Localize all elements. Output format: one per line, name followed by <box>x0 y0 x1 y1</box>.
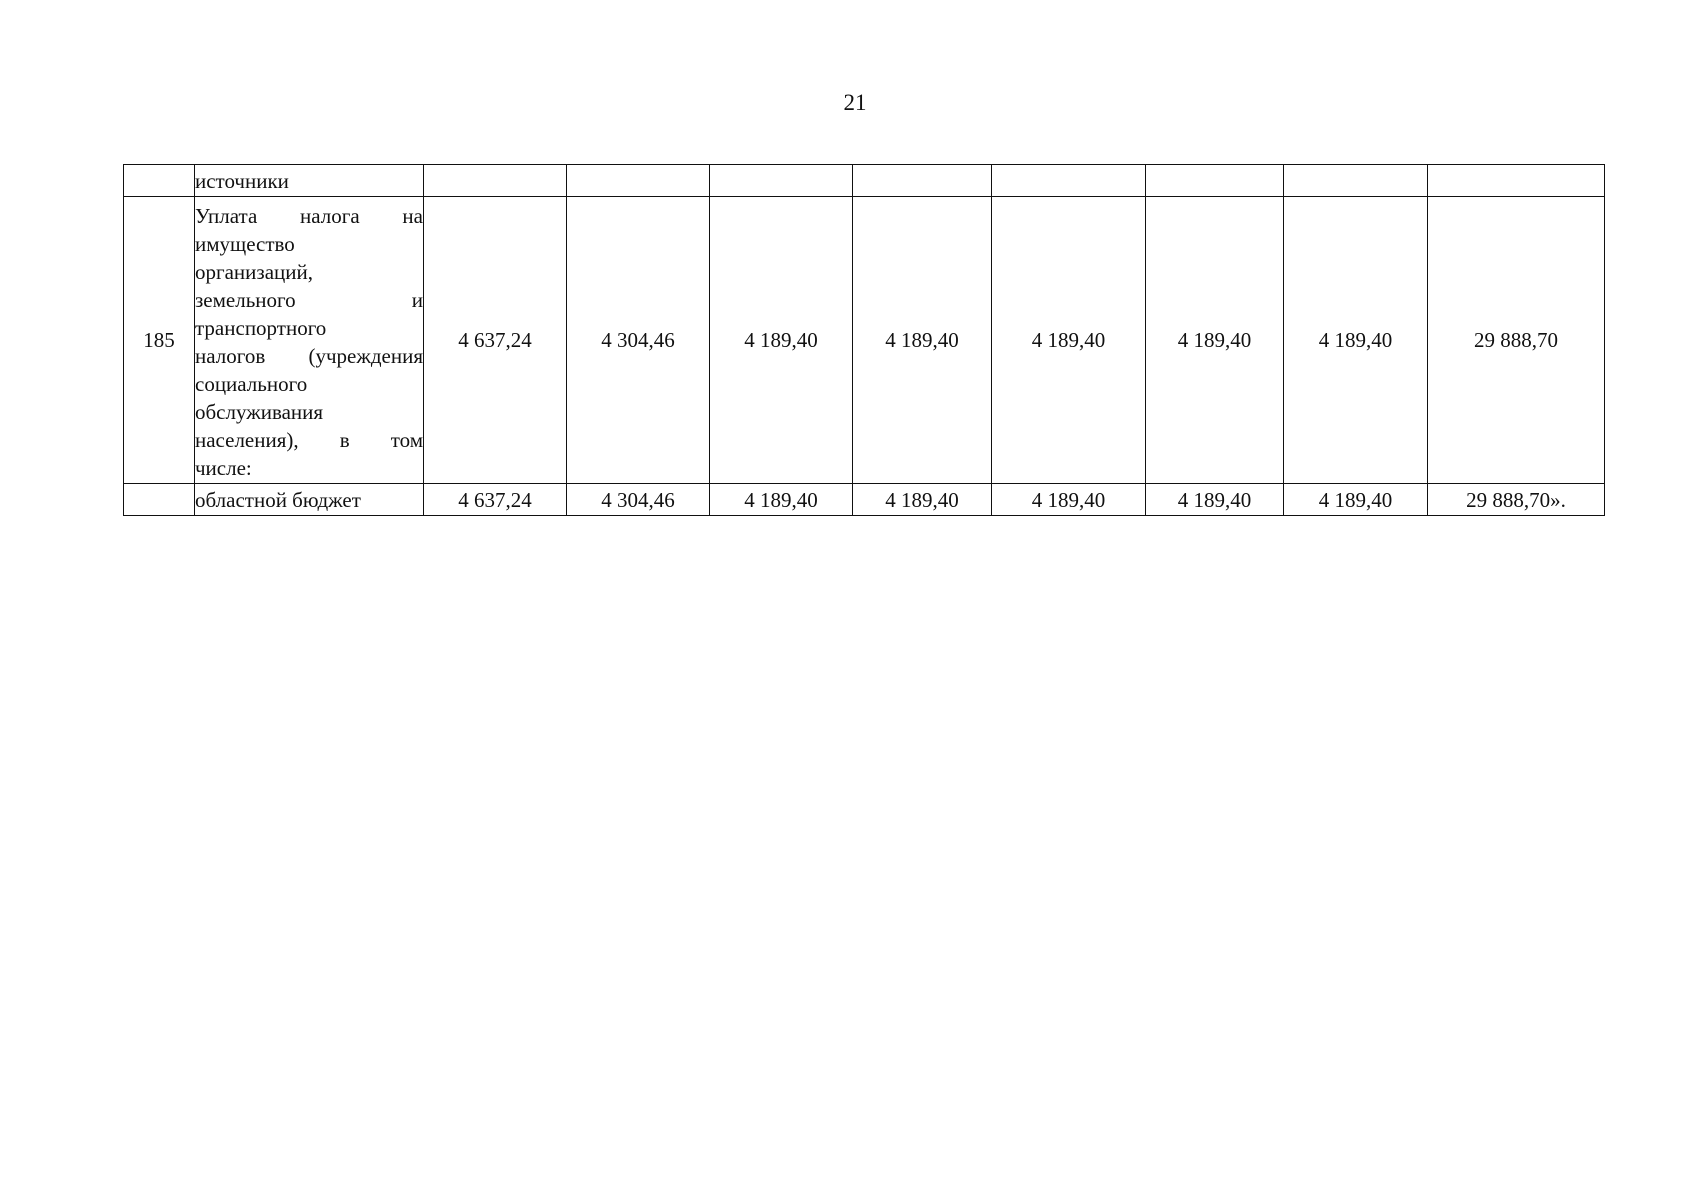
word: Уплата <box>195 203 258 228</box>
name-line: числе: <box>195 455 252 480</box>
word: земельного <box>195 287 296 312</box>
name-line: обслуживания <box>195 399 324 424</box>
value-cell: 4 189,40 <box>992 197 1146 484</box>
row-name-cell: областной бюджет <box>195 484 424 516</box>
row-number-cell <box>124 484 195 516</box>
word: на <box>402 203 423 228</box>
value-cell: 4 189,40 <box>853 484 992 516</box>
value-cell <box>1146 165 1284 197</box>
word: в <box>339 427 350 452</box>
table-row-regional-budget <box>124 484 1605 516</box>
row-name-cell <box>195 197 424 484</box>
row-name-cell: источники <box>195 165 424 197</box>
word: (учреждения <box>308 343 423 368</box>
name-line <box>195 342 423 370</box>
value-cell <box>1284 165 1428 197</box>
value-cell <box>853 165 992 197</box>
value-cell: 4 189,40 <box>992 484 1146 516</box>
value-cell: 4 189,40 <box>1146 484 1284 516</box>
value-cell <box>567 165 710 197</box>
word: населения), <box>195 427 299 452</box>
word: налога <box>300 203 360 228</box>
name-line: транспортного <box>195 315 327 340</box>
table-row-185 <box>124 197 1605 484</box>
value-cell <box>710 165 853 197</box>
total-cell: 29 888,70». <box>1428 484 1605 516</box>
budget-table <box>123 164 1605 516</box>
word: и <box>411 287 423 312</box>
name-line <box>195 202 423 230</box>
total-cell: 29 888,70 <box>1428 197 1605 484</box>
name-line <box>195 286 423 314</box>
value-cell: 4 189,40 <box>710 197 853 484</box>
total-cell <box>1428 165 1605 197</box>
value-cell: 4 189,40 <box>853 197 992 484</box>
value-cell: 4 189,40 <box>1284 484 1428 516</box>
value-cell: 4 637,24 <box>424 197 567 484</box>
name-line: организаций, <box>195 259 313 284</box>
value-cell <box>992 165 1146 197</box>
row-number-cell: 185 <box>124 197 195 484</box>
table-row-sources <box>124 165 1605 197</box>
value-cell: 4 189,40 <box>1284 197 1428 484</box>
word: налогов <box>195 343 266 368</box>
value-cell: 4 189,40 <box>1146 197 1284 484</box>
value-cell: 4 304,46 <box>567 484 710 516</box>
value-cell: 4 637,24 <box>424 484 567 516</box>
page-number: 21 <box>843 90 867 115</box>
name-line: социального <box>195 371 308 396</box>
name-line <box>195 426 423 454</box>
row-number-cell <box>124 165 195 197</box>
value-cell: 4 189,40 <box>710 484 853 516</box>
value-cell: 4 304,46 <box>567 197 710 484</box>
word: том <box>390 427 423 452</box>
name-line: имущество <box>195 231 295 256</box>
value-cell <box>424 165 567 197</box>
